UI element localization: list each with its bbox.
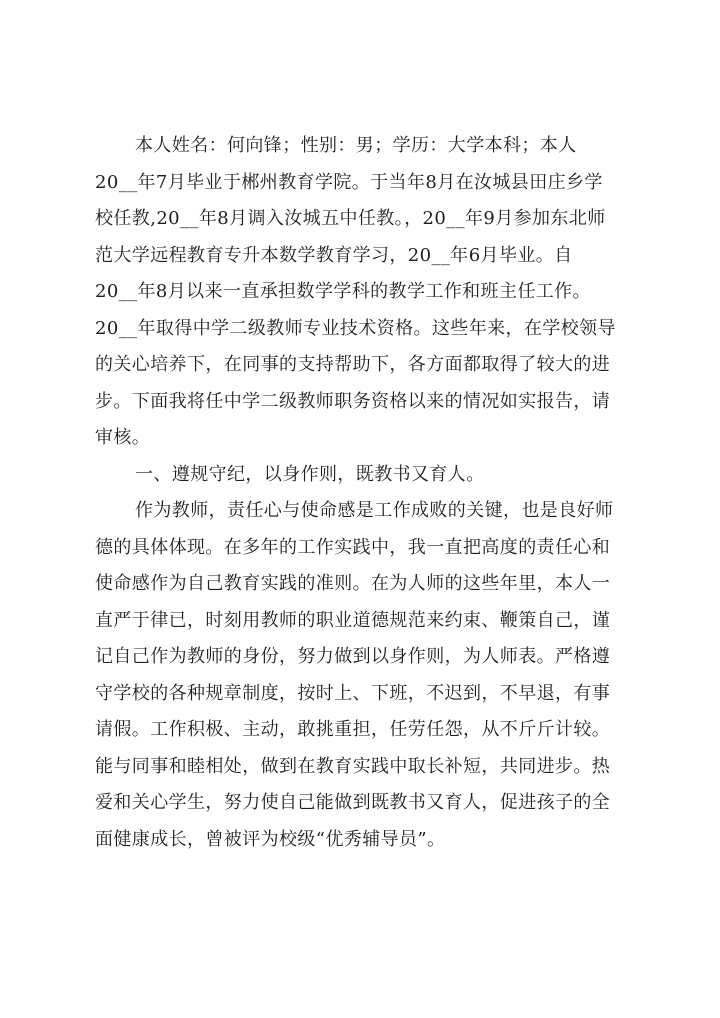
text-line: 20__年取得中学二级教师专业技术资格。这些年来，在学校领导 — [95, 317, 616, 339]
text-line: 20__年8月以来一直承担数学学科的教学工作和班主任工作。 — [95, 281, 591, 302]
text-line: 记自己作为教师的身份，努力做到以身作则，为人师表。严格遵 — [95, 646, 611, 667]
text-line: 步。下面我将任中学二级教师职务资格以来的情况如实报告，请 — [95, 390, 611, 412]
text-line: 作为教师，责任心与使命感是工作成败的关键，也是良好师 — [135, 500, 614, 521]
text-line: 面健康成长，曾被评为校级“优秀辅导员”。 — [95, 828, 446, 850]
section-heading: 一、遵规守纪，以身作则，既教书又育人。 — [135, 463, 485, 485]
text-line: 20__年7月毕业于郴州教育学院。于当年8月在汝城县田庄乡学 — [95, 171, 603, 193]
text-line: 德的具体体现。在多年的工作实践中，我一直把高度的责任心和 — [95, 536, 611, 558]
text-line: 直严于律已，时刻用教师的职业道德规范来约束、鞭策自己，谨 — [95, 609, 611, 631]
text-line: 审核。 — [95, 427, 151, 448]
text-line: 能与同事和睦相处，做到在教育实践中取长补短，共同进步。热 — [95, 755, 611, 777]
text-line: 本人姓名：何向锋；性别：男；学历：大学本科；本人 — [135, 135, 577, 156]
text-line: 校任教,20__年8月调入汝城五中任教。，20__年9月参加东北师 — [95, 208, 606, 229]
text-line: 守学校的各种规章制度，按时上、下班，不迟到，不早退，有事 — [95, 682, 611, 704]
text-line: 的关心培养下，在同事的支持帮助下，各方面都取得了较大的进 — [95, 354, 611, 375]
text-line: 爱和关心学生，努力使自己能做到既教书又育人，促进孩子的全 — [95, 792, 611, 813]
document-body — [95, 128, 655, 858]
text-line: 请假。工作积极、主动，敢挑重担，任劳任怨，从不斤斤计较。 — [95, 719, 611, 740]
text-line: 使命感作为自己教育实践的准则。在为人师的这些年里，本人一 — [95, 573, 611, 594]
text-line: 范大学远程教育专升本数学教育学习，20__年6月毕业。自 — [95, 244, 573, 266]
